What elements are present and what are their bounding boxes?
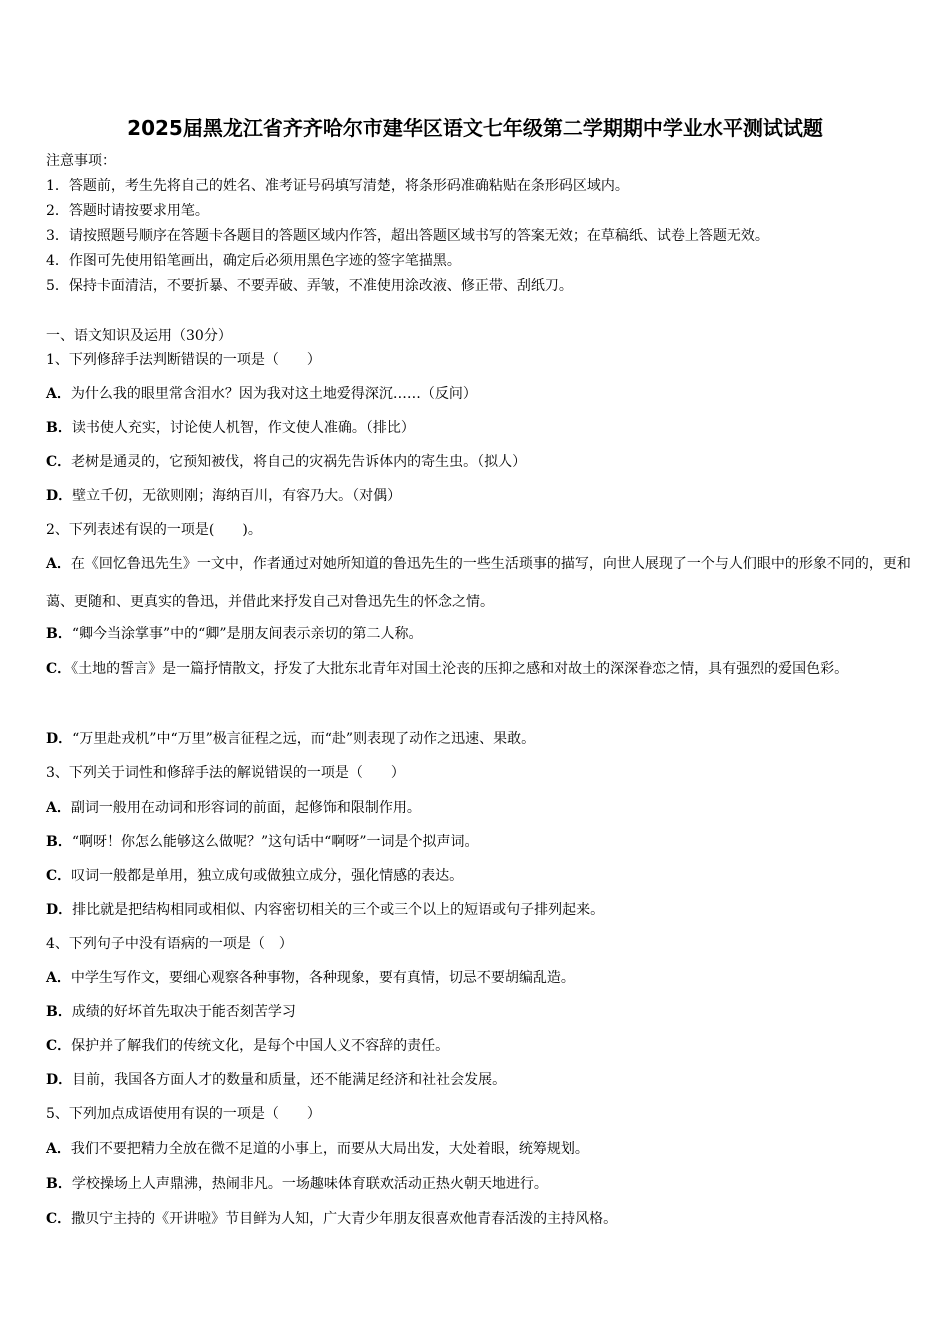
option-letter: B． [46,1004,72,1020]
option-text: 中学生写作文，要细心观察各种事物，各种现象，要有真情，切忌不要胡编乱造。 [70,970,575,986]
notice-heading: 注意事项： [46,153,116,169]
option [46,798,916,818]
question-stem: 3、下列关于词性和修辞手法的解说错误的一项是（ ） [46,765,405,781]
option-text: “啊呀！你怎么能够这么做呢？”这句话中“啊呀”一词是个拟声词。 [71,834,479,850]
option-text: “卿今当涂掌事”中的“卿”是朋友间表示亲切的第二人称。 [71,626,423,642]
option-text: “万里赴戎机”中“万里”极言征程之远，而“赴”则表现了动作之迅速、果敢。 [72,731,536,747]
option-letter: A． [46,556,71,572]
option-letter: B． [46,420,72,436]
option [46,729,916,749]
option [46,1036,916,1056]
option [46,418,916,438]
notice-item: 4．作图可先使用铅笔画出，确定后必须用黑色字迹的签字笔描黑。 [46,253,461,269]
option-text: 《土地的誓言》是一篇抒情散文，抒发了大批东北青年对国土沦丧的压抑之感和对故土的深深眷恋之情，具有强烈的爱国色彩。 [71,661,849,677]
option-text: 在《回忆鲁迅先生》一文中，作者通过对她所知道的鲁迅先生的一些生活琐事的描写，向世人展现了一个与人们眼中的形象不同的，更和蔼、更随和、更真实的鲁迅，并借此来抒发自己对鲁迅先生的怀念之情。 [46,556,911,610]
option [46,1002,916,1022]
option [46,452,916,472]
option-text: 撒贝宁主持的《开讲啦》节目鲜为人知，广大青少年朋友很喜欢他青春活泼的主持风格。 [71,1211,618,1227]
option-text: 为什么我的眼里常含泪水？因为我对这土地爱得深沉……（反问） [70,386,477,402]
option [46,1070,916,1090]
option [46,1139,916,1159]
notice-item: 5．保持卡面清洁，不要折暴、不要弄破、弄皱，不准使用涂改液、修正带、刮纸刀。 [46,278,573,294]
option [46,1174,916,1194]
option [46,968,916,988]
option-text: 排比就是把结构相同或相似、内容密切相关的三个或三个以上的短语或句子排列起来。 [72,902,605,918]
option-letter: D． [46,731,73,747]
option-letter: A． [46,386,71,402]
option-letter: B． [46,1176,72,1192]
option-letter: D． [46,488,73,504]
option [46,384,916,404]
notice-item: 3．请按照题号顺序在答题卡各题目的答题区域内作答，超出答题区域书写的答案无效；在草稿纸、试卷上答题无效。 [46,228,769,244]
option-letter: C． [46,1211,72,1227]
section-heading: 一、语文知识及运用（30分） [46,328,232,344]
option-letter: D． [46,902,73,918]
option-letter: B． [46,834,72,850]
question-stem: 1、下列修辞手法判断错误的一项是（ ） [46,352,321,368]
notice-item: 2．答题时请按要求用笔。 [46,203,209,219]
question-stem: 2、下列表述有误的一项是( )。 [46,522,262,538]
option [46,1209,916,1229]
option [46,486,916,506]
option-text: 保护并了解我们的传统文化，是每个中国人义不容辞的责任。 [71,1038,450,1054]
option-text: 老树是通灵的，它预知被伐，将自己的灾祸先告诉体内的寄生虫。（拟人） [71,454,527,470]
option [46,624,916,644]
option-text: 叹词一般都是单用，独立成句或做独立成分，强化情感的表达。 [71,868,464,884]
option-text: 成绩的好坏首先取决于能否刻苦学习 [71,1004,296,1020]
option-letter: B． [46,626,72,642]
option [46,832,916,852]
option-letter: C． [46,661,72,677]
option-text: 目前，我国各方面人才的数量和质量，还不能满足经济和社社会发展。 [72,1072,507,1088]
option-text: 副词一般用在动词和形容词的前面，起修饰和限制作用。 [70,800,421,816]
option-text: 学校操场上人声鼎沸，热闹非凡。一场趣味体育联欢活动正热火朝天地进行。 [71,1176,548,1192]
option [46,866,916,886]
option-letter: A． [46,970,71,986]
option-text: 壁立千仞，无欲则刚；海纳百川，有容乃大。（对偶） [72,488,402,504]
option-letter: C． [46,454,72,470]
notice-item: 1．答题前，考生先将自己的姓名、准考证号码填写清楚，将条形码准确粘贴在条形码区域内。 [46,178,629,194]
question-stem: 4、下列句子中没有语病的一项是（ ） [46,936,293,952]
page-title: 2025届黑龙江省齐齐哈尔市建华区语文七年级第二学期期中学业水平测试试题 [127,116,823,140]
question-stem: 5、下列加点成语使用有误的一项是（ ） [46,1106,321,1122]
option-text: 读书使人充实，讨论使人机智，作文使人准确。（排比） [71,420,415,436]
option-letter: C． [46,868,72,884]
option-text: 我们不要把精力全放在微不足道的小事上，而要从大局出发，大处着眼，统筹规划。 [70,1141,589,1157]
option [46,650,916,688]
option-letter: D． [46,1072,73,1088]
option-letter: C． [46,1038,72,1054]
option-letter: A． [46,800,71,816]
option [46,900,916,920]
option-letter: A． [46,1141,71,1157]
option [46,545,916,621]
